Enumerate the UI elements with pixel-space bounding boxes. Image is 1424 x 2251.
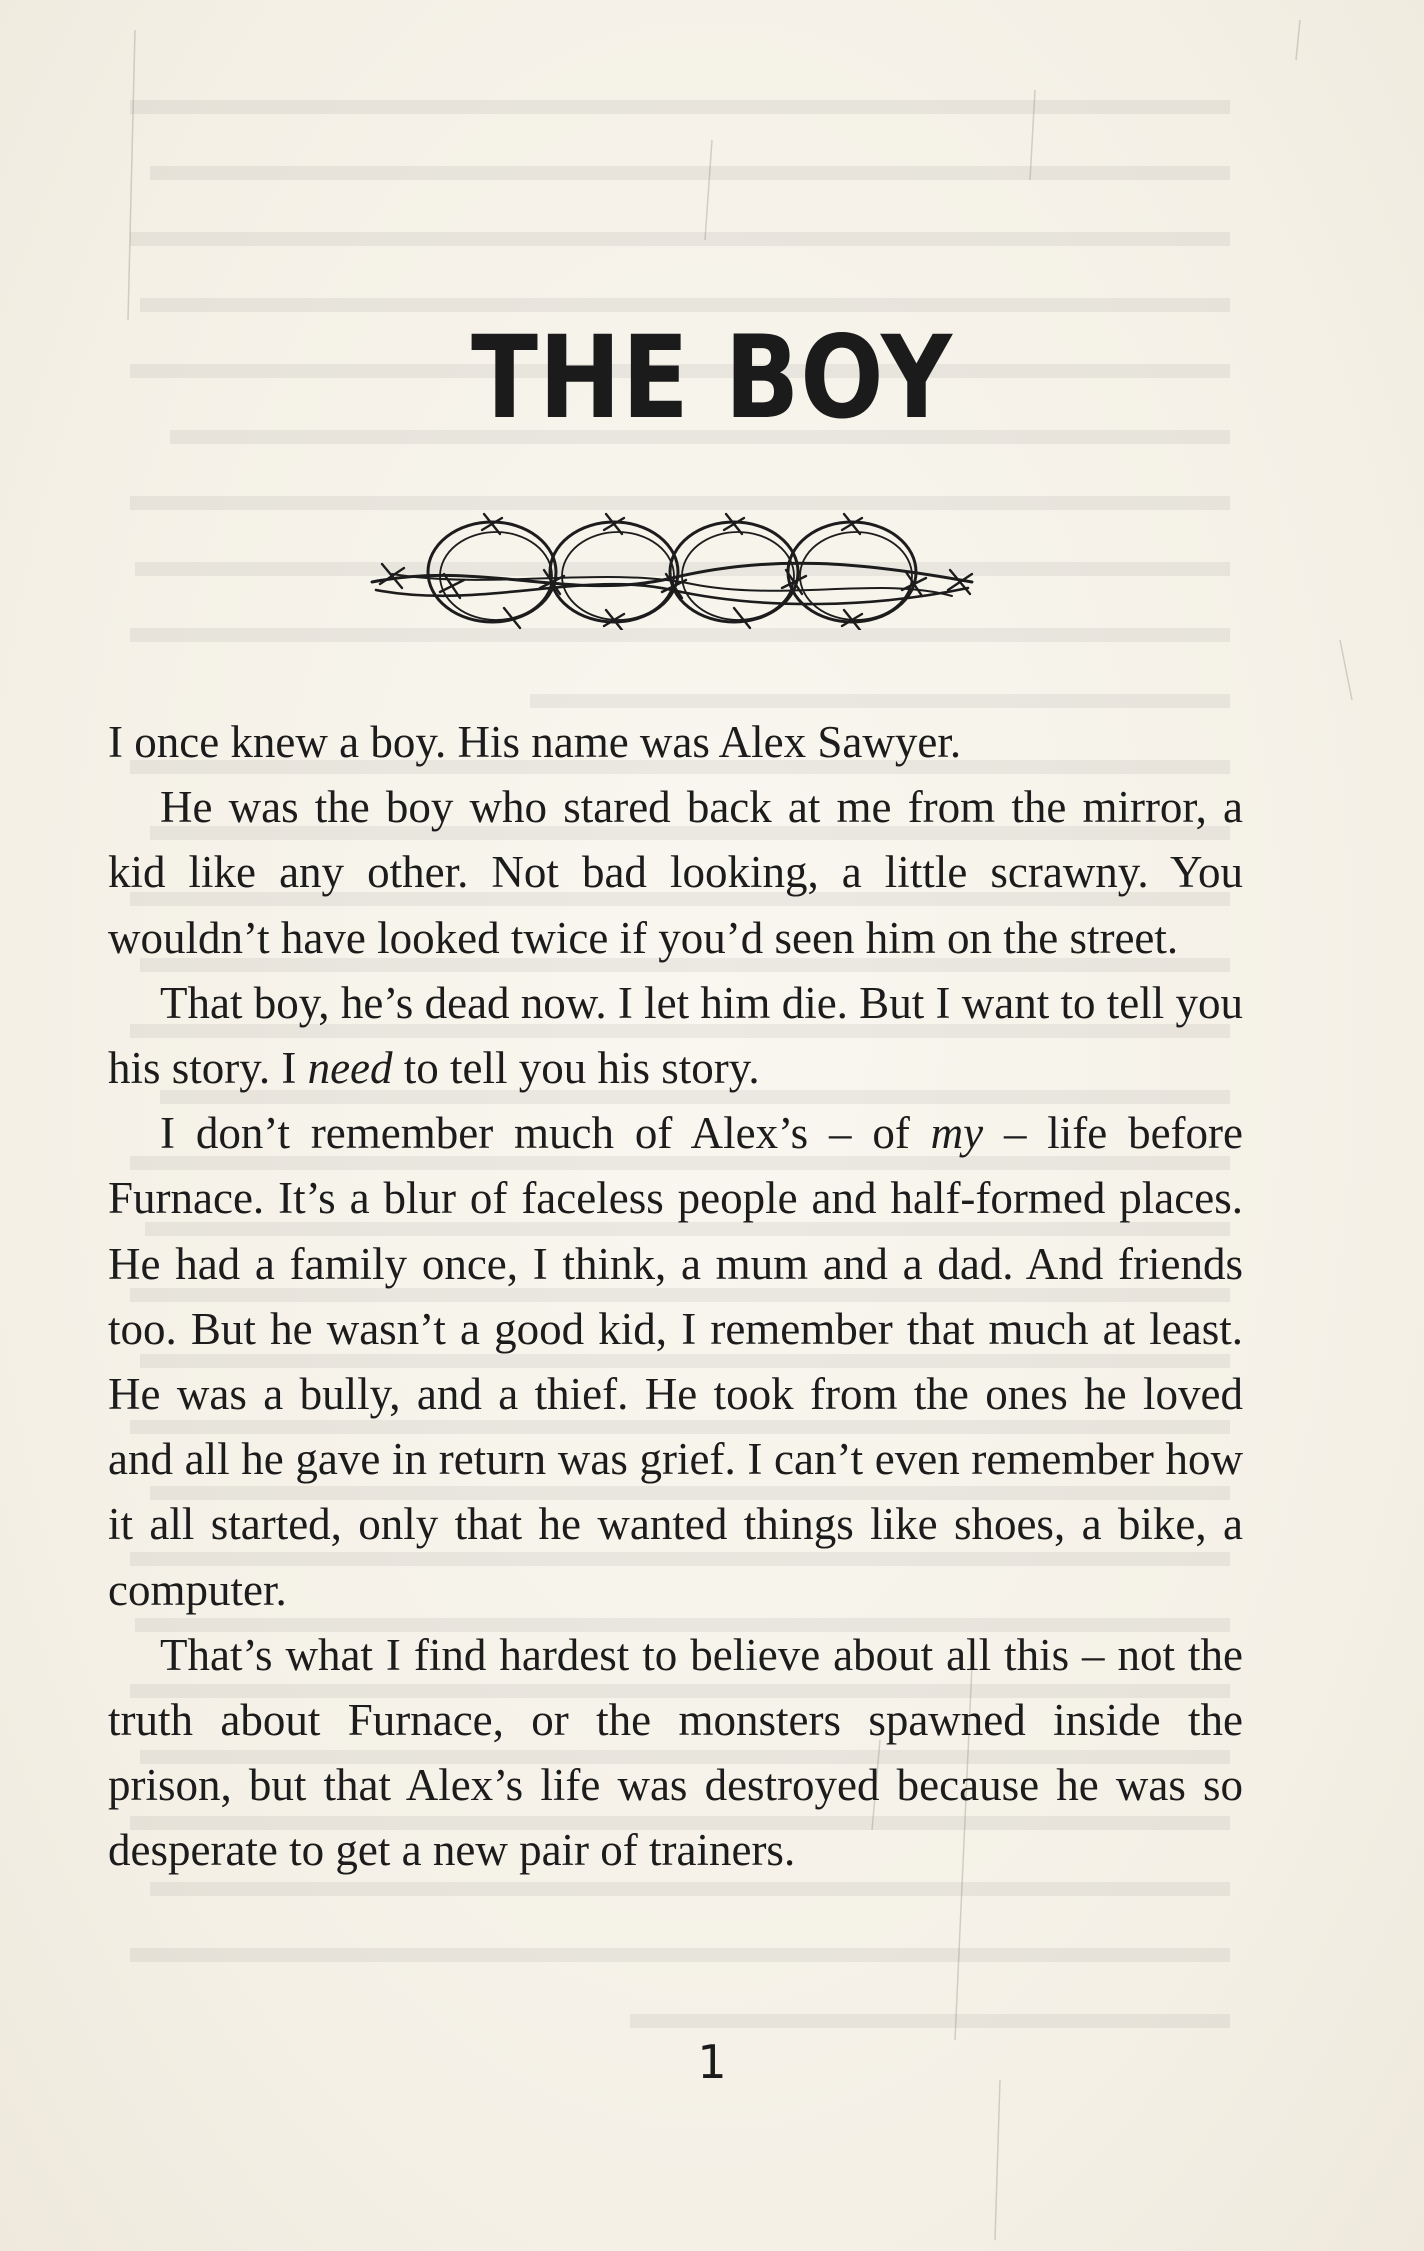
body-paragraph	[108, 1101, 1243, 1623]
paragraph-text: I don’t remember much of Alex’s – of	[160, 1108, 931, 1159]
barbed-wire-icon	[362, 490, 982, 630]
paragraph-text: That boy, he’s dead now. I let him die. But I want to tell you his story. I	[108, 977, 1243, 1094]
paragraph-text: to tell you his story.	[392, 1043, 760, 1094]
chapter-title: THE BOY	[471, 311, 953, 444]
chapter-body	[108, 710, 1243, 1884]
emphasis-text: my	[930, 1108, 984, 1159]
body-paragraph	[108, 775, 1243, 971]
body-paragraph	[108, 1623, 1243, 1884]
paragraph-text: – life before Furnace. It’s a blur of faceless people and half-formed places. He had a family once, I think, a mum and a dad. And friends too. But he wasn’t a good kid, I remember that much at least. He was a bully, and a thief. He took from the ones he loved and all he gave in return was grief. I can’t even remember how it all started, only that he wanted things like shoes, a bike, a computer.	[108, 1108, 1243, 1615]
body-paragraph	[108, 971, 1243, 1101]
body-paragraph	[108, 710, 1243, 775]
page-number: 1	[697, 2035, 727, 2089]
paragraph-text: He was the boy who stared back at me from the mirror, a kid like any other. Not bad looking, a little scrawny. You wouldn’t have looked twice if you’d seen him on the street.	[108, 782, 1243, 963]
emphasis-text: need	[307, 1043, 393, 1094]
paragraph-text: That’s what I find hardest to believe about all this – not the truth about Furnace, or the monsters spawned inside the prison, but that Alex’s life was destroyed because he was so desperate to get a new pair of trainers.	[108, 1629, 1243, 1876]
paragraph-text: I once knew a boy. His name was Alex Sawyer.	[108, 717, 962, 767]
